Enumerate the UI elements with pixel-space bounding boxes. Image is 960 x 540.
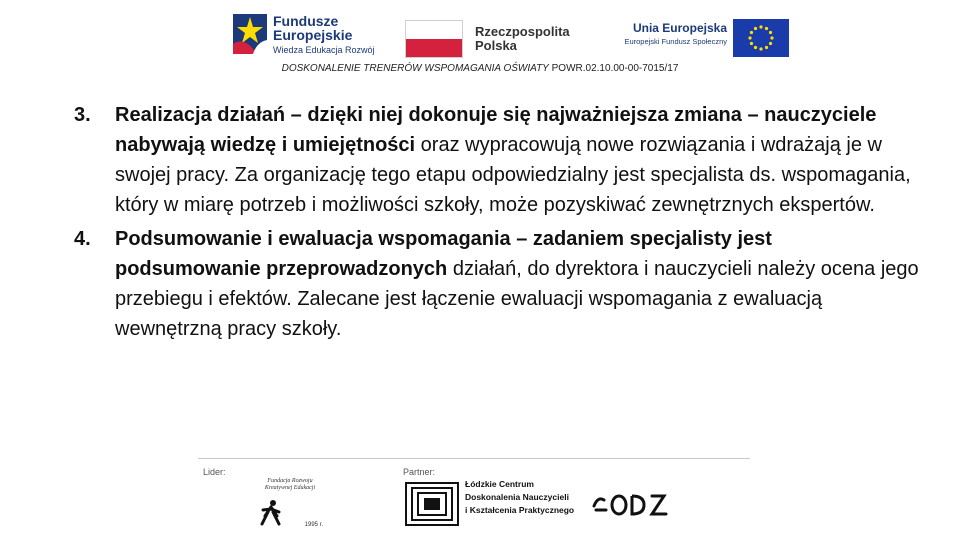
fundacja-year: 1995 r. [304, 522, 323, 528]
eu-star [769, 31, 772, 34]
item-text: działań, do dyrektora i nauczycieli należy ocena jego przebiegu i efektów. Zalecane jest łączenie ewaluacji wspomagania z ewaluacją wewnętrzną pracy szkoły. [115, 258, 919, 340]
eu-star [748, 36, 751, 39]
eu-star [769, 42, 772, 45]
item-number: 3. [74, 104, 91, 126]
eu-star [770, 36, 773, 39]
unia-subtitle: Europejski Fundusz Społeczny [624, 37, 727, 46]
fundusze-europejskie-logo [233, 12, 383, 58]
eu-star [750, 31, 753, 34]
eu-star [765, 27, 768, 30]
eu-star [750, 42, 753, 45]
unia-title: Unia Europejska [632, 21, 727, 35]
eu-star [754, 46, 757, 49]
project-name: DOSKONALENIE TRENERÓW WSPOMAGANIA OŚWIATY [281, 63, 549, 74]
fundusze-line2: Europejskie [273, 27, 353, 43]
unia-europejska-label [603, 21, 727, 47]
list-item [70, 224, 920, 344]
polish-flag-icon [405, 20, 463, 58]
lcdnikp-name [465, 478, 574, 517]
item-bold-text: Realizacja działań – dzięki niej dokonuje się najważniejsza zmiana – nauczyciele nabywają wiedzę i umiejętności [115, 104, 877, 156]
polska-line2: Polska [475, 38, 517, 53]
eu-star [765, 46, 768, 49]
polska-line1: Rzeczpospolita [475, 24, 570, 39]
partner-label: Partner: [403, 467, 436, 477]
lodz-city-logo [592, 488, 670, 518]
walking-figure-icon [259, 500, 283, 526]
item-text: oraz wypracowują nowe rozwiązania i wdrażają je w swojej pracy. Za organizację tego etapu odpowiedzialny jest specjalista ds. wspomagania, który w miarę potrzeb i możliwości szkoły, może pozyskiwać zewnętrznych ekspertów. [115, 134, 911, 216]
polska-title [475, 25, 570, 53]
eu-flag-icon [733, 19, 789, 57]
lcd-line1: Łódzkie Centrum [465, 479, 534, 489]
lcd-line3: i Kształcenia Praktycznego [465, 505, 575, 515]
lcd-line2: Doskonalenia Nauczycieli [465, 492, 569, 502]
lider-label: Lider: [203, 467, 226, 477]
fundacja-title: Fundacja Rozwoju Kreatywnej Edukacji [264, 478, 316, 491]
fundusze-title [273, 14, 352, 42]
item-number: 4. [74, 228, 91, 250]
fundusze-line1: Fundusze [273, 13, 339, 29]
eu-star [754, 27, 757, 30]
eu-star [759, 47, 762, 50]
content-list [70, 100, 920, 348]
project-title [0, 63, 960, 74]
fundusze-star-icon [233, 14, 267, 54]
project-code: POWR.02.10.00-00-7015/17 [551, 63, 679, 74]
footer-divider [198, 458, 750, 459]
list-item [70, 100, 920, 220]
fundusze-subtitle: Wiedza Edukacja Rozwój [273, 45, 375, 55]
header-logos [233, 12, 793, 60]
lcdnikp-mark-icon [405, 482, 459, 526]
fundacja-rozwoju-logo [255, 478, 325, 528]
eu-star [759, 25, 762, 28]
item-bold-text: Podsumowanie i ewaluacja wspomagania – zadaniem specjalisty jest podsumowanie przeprowadzonych [115, 228, 772, 280]
